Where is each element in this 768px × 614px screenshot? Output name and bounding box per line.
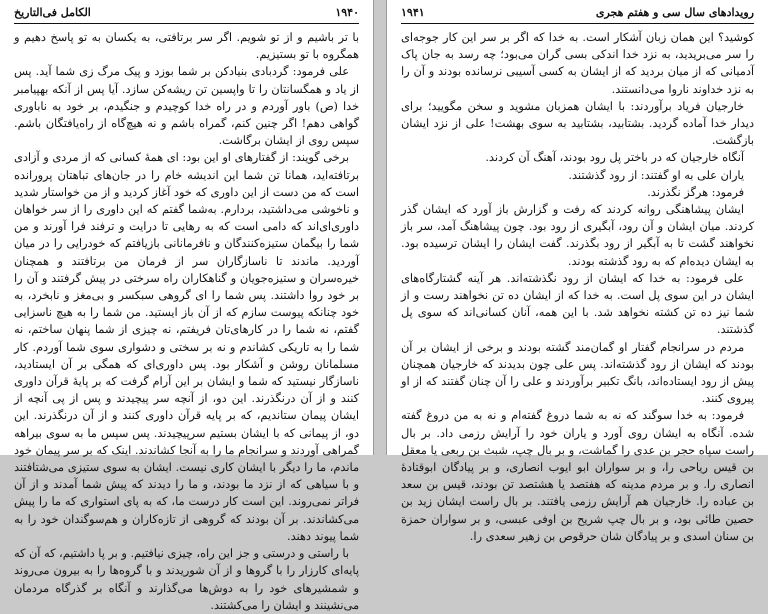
left-page-body [13,29,359,612]
right-page-body [401,29,754,543]
right-page-number: ۱۹۴۱ [401,6,425,19]
paragraph: با تر باشیم و از تو شویم. اگر سر برتافتی، به یکسان به تو پاسخ دهیم و همگروه با تو بستیزیم. [14,31,359,62]
paragraph: ایشان پیشاهنگی روانه کردند که رفت و گزارش باز آورد که ایشان گذر کردند. میان ایشان و آن رود، آبگیری از رود بود. چون پیشاهنگ آمد، سر باز نخواهند گشت تا به آبگیر از رود بگذرند. گفت ایشان را ایشان ترسیده بود. به ایشان دیده‌ام که به رود گذشته بودند. [401,203,754,268]
paragraph: فرمود: هرگز نگذرند. [647,185,744,199]
paragraph: یاران علی به او گفتند: از رود گذشتند. [568,168,744,182]
paragraph: مردم در سرانجام گفتار او گمان‌مند گشته بودند و برخی از ایشان بر آن بودند که ایشان از رود گذشته‌اند. پس علی چون بدیدند که خارجیان همچنان پیش از رود ایستاده‌اند، بانگ تکبیر برآوردند و علی را آن چنان گفتند که از او پیروی کنند. [401,340,754,406]
paragraph: آنگاه خارجیان که در باختر پل رود بودند، آهنگ آن کردند. [485,151,744,165]
paragraph: خارجیان فریاد برآوردند: با ایشان همزبان مشوید و سخن مگویید؛ برای دیدار خدا آماده گردید. بشتابید، بشتابید به سوی بهشت! علی از نزد ایشان بازگشت. [401,99,754,148]
paragraph: برخی گویند: از گفتارهای او این بود: ای همهٔ کسانی که از مردی و آزادی برتافته‌اید، همانا تن شما این اندیشه خام را در جان‌های تباهتان پرورانده است که من دست از این داوری که خود آغاز کردید و از من خواستار شدید و ناخوشی می‌داشتید، بردارم. به‌شما گفتم که این داوری را از سر خواهان داوری‌ای‌اند که دامی است که به رهایی تا درایت و ترفند فرا آورند و من شما را بیگمان ستیزه‌کنندگان و نافرمانانی بازیافتم که خودرایی را در میان آوردید. ماندند تا ناسازگاران سر از فرمان من برتافتند و همچنان خیره‌سران و ستیزه‌جویان و گناهکاران راه سرختی در پیش گرفتند و آن را بر خود روا داشتند. پس شما را ای گروهی سبکسر و بی‌مغز و نابخرد، به خود چنانکه پیوست سازم که از آن باز ایستید. من شما را به هیچ ناسزایی گفتم، نه شما را در کارهای‌تان فریفتم، نه چیزی از شما پنهان ساختم، نه شما را به تاریکی کشاندم و نه بر سختی و دشواری سوی شما آوردم. کار مسلمانان روشن و آشکار بود. پس داوری‌ای که همگی بر آن ایستادید، ناسازگار نیستید که شما و ایشان بر این آرام گرفت که بر پایهٔ قرآن داوری کنند و از آن درنگذرند. این دو، از آنچه سر پیچیدند و پس از پی آنچه از ایشان پیمان ستاندیم، که بر پایه قرآن داوری کنند و از آن درنگذرند. این دو، از پیمانی که با ایشان بستیم سرپیچیدند. پس سپس ما به سوی بیراهه گمراهی آوردند و سرانجام ما را به آنجا کشاندند. اینک که بر سر پیمان خود ماندم، ما را دیگر با ایشان کاری نیست. ایشان به سوی ستیزی می‌شتافتند و با سیاهی که از نزد ما بودند، و ما را دیدند که پیش شما آمدند و از آن فراتر نمی‌روند. این است کار درست ما، که به پای استواری که ما را پیش می‌کشاندند. بر آن بودند که گروهی از تازه‌کاران و هم‌سوگندان خود را به شما پیوند دهند. [14,151,359,543]
right-page-running-title: رویدادهای سال سی و هفتم هجری [595,6,754,19]
left-page-header [14,5,359,24]
paragraph: علی فرمود: گردبادی بنیادکن بر شما بوزد و پیک مرگ زی شما آید. پس از یاد و همگسانتان را تا واپسین تن ریشه‌کن سازد. آیا پس از آنکه بهپیامبر خدا (ص) باور آوردم و در راه خدا کوچیدم و جنگیدم، بر خود به ناباوری گواهی دهم! اگر چنین کنم، گمراه باشم و نه هیچ‌گاه از راه‌یافتگان باشم. سپس روی از ایشان برگاشت. [14,65,359,148]
left-page-running-title: الکامل فی‌التاریخ [14,6,91,19]
right-page-header [401,5,754,24]
left-page-number: ۱۹۴۰ [335,6,359,19]
right-page [386,0,768,543]
paragraph: علی فرمود: به خدا که ایشان از رود نگذشته‌اند. هر آینه گشتارگاه‌های ایشان در این سوی پل است. به خدا که از ایشان ده تن نخواهند رست و از شما نیز ده تن کشته نخواهد شد. با این همه، آنان کسانی‌اند که سوی پل گذشتند. [401,271,754,337]
paragraph: فرمود: به خدا سوگند که نه به شما دروغ گفته‌ام و نه به من دروغ گفته شده. آنگاه به ایشان روی آورد و یاران خود را آرایش رزمی داد. بر بال راست سپاه حجر بن عدی را گماشت، و بر بال چپ، شبث بن ربعی یا معقل بن قیس ریاحی را، و بر سواران ابو ایوب انصاری، و بر پیادگان ابوقتادهٔ انصاری را. و بر مردم مدینه که هفتصد یا هشتصد تن بودند، قیس بن سعد بن عباده را. خارجیان هم آرایش رزمی یافتند. بر بال راست ایشان زید بن حصین طائی بود، و بر بال چپ شریح بن اوفی عبسی، و بر سواران حمزة بن سنان اسدی و بر پیادگان شان حرقوص بن زهیر سعدی را. [401,409,754,543]
paragraph: کوشید؟ این همان زبان آشکار است. به خدا که اگر بر سر این کار جوجه‌ای را سر می‌بریدید، به نزد خدا اندکی بسی گران می‌بود؛ چه رسد به جان پاک آدمیانی که از میان بردید که از ایشان به کسی آسیبی نرسانده بودند و آن را به نزد خداوند ناروا می‌دانستند. [401,31,754,96]
paragraph: با راستی و درستی و جز این راه، چیزی نیافتیم. و بر پا داشتیم، که آن که پایه‌ای کارزار را با گروها و از آن شوریدند و با گروه‌ها را به بیرون می‌روند و شمشیرهای خود را به دوش‌ها می‌گذارند و آنگاه بر گذرگاه مردمان می‌نشینند و ایشان را می‌کشتند. [13,547,359,612]
left-page [0,0,374,612]
